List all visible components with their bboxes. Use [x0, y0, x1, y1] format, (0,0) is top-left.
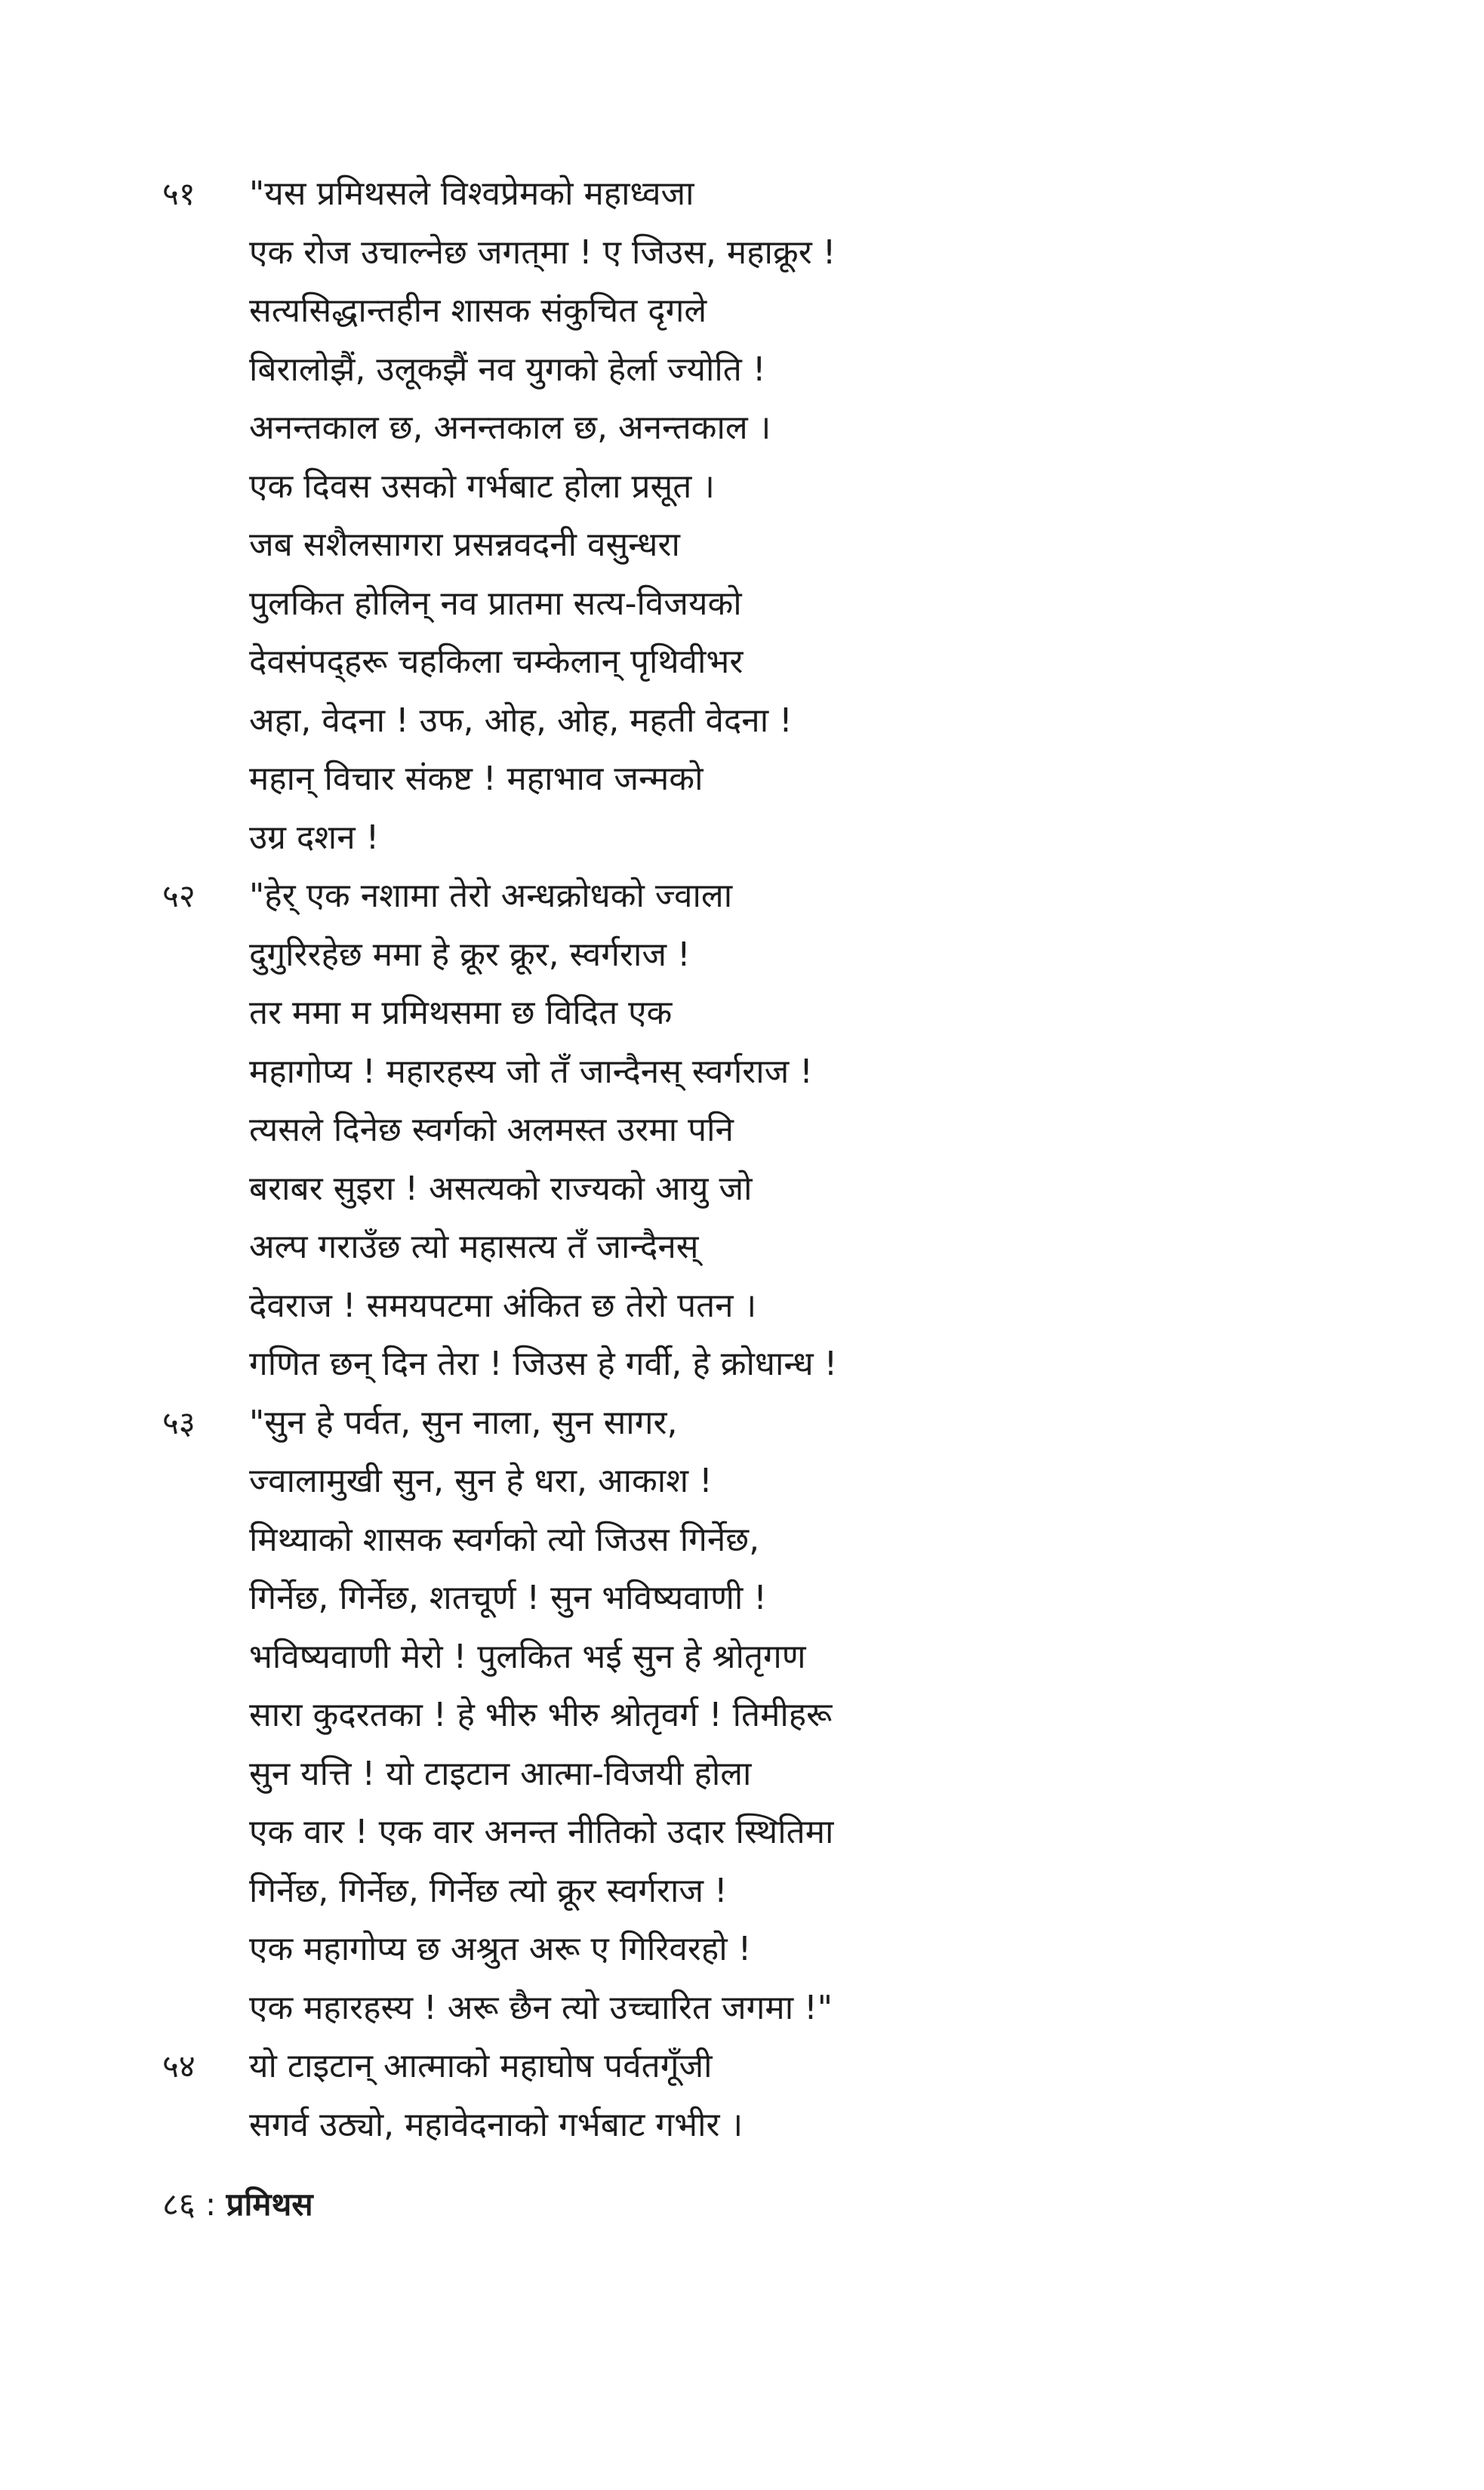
stanza: [162, 165, 1408, 867]
verse-line: गिर्नेछ, गिर्नेछ, शतचूर्ण ! सुन भविष्यवाणी !: [249, 1579, 767, 1617]
stanza: [162, 2037, 1408, 2154]
verse-line: महान् विचार संकष्ट ! महाभाव जन्मको: [249, 760, 704, 798]
verse-number: ५२: [162, 877, 196, 914]
page-footer: [162, 2182, 313, 2227]
stanza: [162, 1394, 1408, 2038]
verse-line: महागोप्य ! महारहस्य जो तँ जान्दैनस् स्वर्गराज !: [249, 1052, 813, 1091]
verse-line: देवराज ! समयपटमा अंकित छ तेरो पतन ।: [249, 1286, 757, 1325]
verse-line: एक दिवस उसको गर्भबाट होला प्रसूत ।: [249, 467, 715, 506]
verse-line: बराबर सुइरा ! असत्यको राज्यको आयु जो: [249, 1169, 753, 1208]
poem-body: [162, 165, 1408, 2154]
verse-number: ५१: [162, 175, 196, 212]
verse-line: यो टाइटान् आत्माको महाघोष पर्वतगूँजी: [249, 2047, 713, 2085]
verse-number: ५४: [162, 2048, 196, 2085]
verse-line: सत्यसिद्धान्तहीन शासक संकुचित दृगले: [249, 291, 707, 330]
verse-line: "हेर् एक नशामा तेरो अन्धक्रोधको ज्वाला: [249, 877, 733, 915]
verse-line: तर ममा म प्रमिथसमा छ विदित एक: [249, 994, 673, 1032]
verse-line: एक महारहस्य ! अरू छैन त्यो उच्चारित जगमा !": [249, 1988, 833, 2027]
verse-line: जब सशैलसागरा प्रसन्नवदनी वसुन्धरा: [249, 525, 680, 564]
verse-line: सगर्व उठ्यो, महावेदनाको गर्भबाट गभीर ।: [249, 2105, 744, 2144]
verse-line: गिर्नेछ, गिर्नेछ, गिर्नेछ त्यो क्रूर स्वर्गराज !: [249, 1871, 728, 1910]
verse-line: "सुन हे पर्वत, सुन नाला, सुन सागर,: [249, 1403, 678, 1442]
verse-line: एक रोज उचाल्नेछ जगत्‌मा ! ए जिउस, महाक्रूर !: [249, 233, 836, 272]
footer-separator: :: [205, 2186, 217, 2223]
verse-line: पुलकित होलिन् नव प्रातमा सत्य-विजयको: [249, 584, 742, 623]
verse-line: एक महागोप्य छ अश्रुत अरू ए गिरिवरहो !: [249, 1930, 752, 1968]
verse-line: त्यसले दिनेछ स्वर्गको अलमस्त उरमा पनि: [249, 1111, 734, 1149]
verse-line: अहा, वेदना ! उफ, ओह, ओह, महती वेदना !: [249, 701, 793, 740]
verse-line: एक वार ! एक वार अनन्त नीतिको उदार स्थितिमा: [249, 1813, 834, 1851]
verse-line: भविष्यवाणी मेरो ! पुलकित भई सुन हे श्रोतृगण: [249, 1637, 806, 1676]
verse-line: देवसंपद्‌हरू चहकिला चम्केलान् पृथिवीभर: [249, 643, 744, 681]
verse-line: "यस प्रमिथसले विश्वप्रेमको महाध्वजा: [249, 174, 694, 213]
verse-line: ज्वालामुखी सुन, सुन हे धरा, आकाश !: [249, 1462, 713, 1500]
verse-line: गणित छन् दिन तेरा ! जिउस हे गर्वी, हे क्रोधान्ध !: [249, 1345, 838, 1383]
book-title: प्रमिथस: [226, 2186, 313, 2223]
verse-line: सुन यत्ति ! यो टाइटान आत्मा-विजयी होला: [249, 1754, 752, 1793]
stanza: [162, 867, 1408, 1394]
verse-line: अल्प गराउँछ त्यो महासत्य तँ जान्दैनस्: [249, 1228, 699, 1266]
verse-line: सारा कुदरतका ! हे भीरु भीरु श्रोतृवर्ग ! तिमीहरू: [249, 1696, 833, 1734]
verse-line: बिरालोझैं, उलूकझैं नव युगको हेर्ला ज्योति !: [249, 350, 766, 389]
verse-line: मिथ्याको शासक स्वर्गको त्यो जिउस गिर्नेछ,: [249, 1520, 760, 1559]
verse-line: अनन्तकाल छ, अनन्तकाल छ, अनन्तकाल ।: [249, 408, 771, 447]
verse-number: ५३: [162, 1404, 196, 1441]
page-number: ८६: [162, 2186, 196, 2223]
verse-line: दुगुरिरहेछ ममा हे क्रूर क्रूर, स्वर्गराज !: [249, 935, 691, 974]
verse-line: उग्र दशन !: [249, 818, 380, 857]
